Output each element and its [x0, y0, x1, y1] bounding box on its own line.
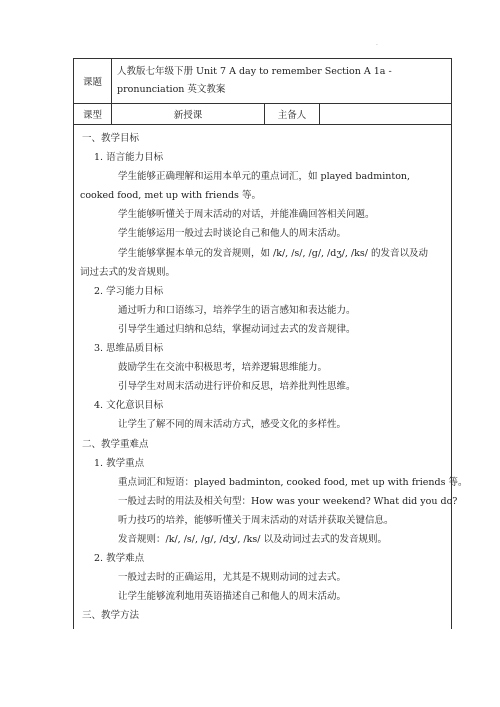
- type-row: [74, 104, 452, 125]
- paragraph-line: 一般过去时的用法及相关句型：How was your weekend? What did you do?: [118, 495, 458, 507]
- paragraph-line: 学生能够正确理解和运用本单元的重点词汇，如 played badminton,: [118, 171, 411, 183]
- paragraph-line: 让学生了解不同的周末活动方式，感受文化的多样性。: [118, 419, 347, 431]
- paragraph-line: 一般过去时的正确运用，尤其是不规则动词的过去式。: [118, 572, 347, 584]
- topic-label: 课题: [74, 59, 112, 104]
- paragraph-line: 学生能够运用一般过去时谈论自己和他人的周末活动。: [118, 228, 347, 240]
- paragraph-line: 词过去式的发音规则。: [80, 266, 176, 278]
- paragraph-line: 鼓励学生在交流中积极思考，培养逻辑思维能力。: [118, 362, 328, 374]
- paragraph-line: cooked food, met up with friends 等。: [80, 190, 261, 202]
- paragraph-line: 引导学生对周末活动进行评价和反思，培养批判性思维。: [118, 381, 356, 393]
- subheading-culture: 4. 文化意识目标: [94, 400, 164, 412]
- topic-row: [74, 59, 452, 104]
- subheading-learning: 2. 学习能力目标: [94, 285, 164, 297]
- subheading-thinking: 3. 思维品质目标: [94, 343, 164, 355]
- subheading-difficulties: 2. 教学难点: [94, 553, 145, 565]
- paragraph-line: 重点词汇和短语：played badminton, cooked food, met up with friends 等。: [118, 476, 468, 488]
- type-label: 课型: [74, 104, 112, 125]
- page-mark: ·: [376, 42, 378, 49]
- paragraph-line: 发音规则：/k/, /s/, /g/, /dʒ/, /ks/ 以及动词过去式的发音规则。: [118, 533, 387, 545]
- paragraph-line: 让学生能够流利地用英语描述自己和他人的周末活动。: [118, 591, 347, 603]
- topic-value: 人教版七年级下册 Unit 7 A day to remember Section A 1a - pronunciation 英文教案: [112, 59, 452, 104]
- section-heading-objectives: 一、教学目标: [82, 133, 140, 144]
- content-row: [74, 125, 452, 630]
- lesson-plan-table: [73, 58, 468, 629]
- plan-content: [74, 125, 468, 630]
- preparer-label: 主备人: [265, 104, 320, 125]
- section-heading-methods: 三、教学方法: [82, 610, 140, 622]
- preparer-value: [320, 104, 452, 125]
- paragraph-line: 学生能够听懂关于周末活动的对话，并能准确回答相关问题。: [118, 209, 375, 221]
- subheading-focus: 1. 教学重点: [94, 457, 145, 469]
- section-heading-key-points: 二、教学重难点: [82, 438, 149, 450]
- paragraph-line: 听力技巧的培养，能够听懂关于周末活动的对话并获取关键信息。: [118, 514, 394, 526]
- paragraph-line: 通过听力和口语练习，培养学生的语言感知和表达能力。: [118, 304, 356, 316]
- paragraph-line: 学生能够掌握本单元的发音规则，如 /k/, /s/, /g/, /dʒ/, /ks/ 的发音以及动: [118, 247, 428, 259]
- paragraph-line: 引导学生通过归纳和总结，掌握动词过去式的发音规律。: [118, 323, 356, 335]
- type-value: 新授课: [112, 104, 265, 125]
- subheading-language: 1. 语言能力目标: [94, 152, 164, 164]
